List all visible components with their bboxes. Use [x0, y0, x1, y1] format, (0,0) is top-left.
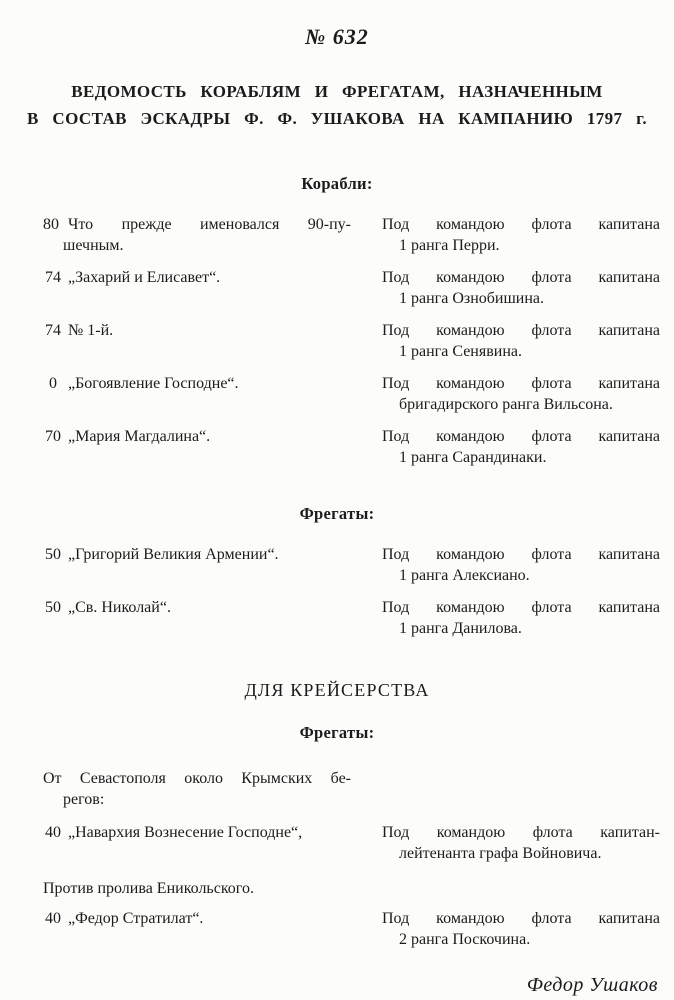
commander-line-2: 1 ранга Ознобишина. — [399, 290, 545, 307]
ship-entry-row — [0, 426, 674, 468]
ship-name-cell — [43, 544, 351, 565]
gun-count: 70 — [45, 428, 61, 445]
gun-count: 74 — [45, 322, 61, 339]
commander-cell — [382, 544, 660, 586]
ship-entry-row — [0, 822, 674, 864]
ship-name-cell — [43, 373, 351, 394]
ship-name: „Навархия Вознесение Господне“, — [68, 824, 303, 841]
commander-line-1: Под командою флота капитана — [382, 428, 660, 445]
ship-name-line — [43, 426, 351, 447]
title-line-2: В СОСТАВ ЭСКАДРЫ Ф. Ф. УШАКОВА НА КАМПАНИЮ 1797 г. — [27, 109, 647, 128]
ships-section-heading: Корабли: — [301, 174, 373, 193]
ship-entry-row — [0, 267, 674, 309]
ship-name-cell — [43, 908, 351, 929]
frigates-section-heading: Фрегаты: — [299, 504, 375, 523]
commander-line-1: Под командою флота капитан- — [382, 824, 660, 841]
ship-entry-row — [0, 373, 674, 415]
ship-name-line — [43, 544, 351, 565]
commander-line-2: 1 ранга Перри. — [399, 237, 500, 254]
ship-name: „Богоявление Господне“. — [68, 375, 239, 392]
commander-cell — [382, 320, 660, 362]
commander-line-2: 1 ранга Сенявина. — [399, 343, 522, 360]
gun-count: 50 — [45, 546, 61, 563]
commander-line-2: 1 ранга Данилова. — [399, 620, 522, 637]
commander-line-1: Под командою флота капитана — [382, 910, 660, 927]
ship-name-line — [43, 908, 351, 929]
location-note-line-2: регов: — [63, 791, 105, 808]
commander-line-1: Под командою флота капитана — [382, 269, 660, 286]
ship-name: № 1-й. — [68, 322, 114, 339]
document-title — [0, 78, 674, 132]
gun-count: 40 — [45, 910, 61, 927]
commander-cell — [382, 267, 660, 309]
ship-name-line — [43, 597, 351, 618]
commander-line-1: Под командою флота капитана — [382, 216, 660, 233]
ship-name-cell — [43, 822, 351, 843]
commander-cell — [382, 373, 660, 415]
ship-entry-row — [0, 597, 674, 639]
commander-cell — [382, 426, 660, 468]
commander-line-2: бригадирского ранга Вильсона. — [399, 396, 613, 413]
location-note — [0, 768, 351, 810]
ship-entry-row — [0, 320, 674, 362]
ship-name-cell — [43, 597, 351, 618]
gun-count: 80 — [43, 216, 59, 233]
commander-cell — [382, 597, 660, 639]
ship-name-line — [43, 214, 351, 235]
ship-entry-row — [0, 544, 674, 586]
location-note-line-1: Против пролива Еникольского. — [43, 880, 254, 897]
ship-name: „Св. Николай“. — [68, 599, 171, 616]
gun-count: 50 — [45, 599, 61, 616]
commander-line-2: 1 ранга Алексиано. — [399, 567, 530, 584]
gun-count: 40 — [45, 824, 61, 841]
commander-cell — [382, 214, 660, 256]
ship-name: „Мария Магдалина“. — [68, 428, 211, 445]
ship-name-line — [43, 320, 351, 341]
signature: Федор Ушаков — [526, 974, 658, 996]
ship-name-line — [43, 822, 351, 843]
ship-name-line — [43, 267, 351, 288]
ship-name: „Федор Стратилат“. — [68, 910, 204, 927]
commander-line-1: Под командою флота капитана — [382, 546, 660, 563]
ship-name: „Григорий Великия Армении“. — [68, 546, 279, 563]
ship-name-line — [43, 373, 351, 394]
commander-line-2: 2 ранга Поскочина. — [399, 931, 531, 948]
commander-line-1: Под командою флота капитана — [382, 322, 660, 339]
ship-name-cell — [43, 214, 351, 256]
ship-name: „Захарий и Елисавет“. — [68, 269, 221, 286]
ship-name-cell — [43, 426, 351, 447]
commander-cell — [382, 908, 660, 950]
location-note — [0, 878, 351, 899]
document-number: № 632 — [305, 24, 369, 49]
ship-entry-row — [0, 214, 674, 256]
ship-name: Что прежде именовался 90-пу- — [68, 216, 351, 233]
cruising-section-heading: ДЛЯ КРЕЙСЕРСТВА — [244, 680, 430, 700]
title-line-1: ВЕДОМОСТЬ КОРАБЛЯМ И ФРЕГАТАМ, НАЗНАЧЕННЫМ — [71, 82, 603, 101]
commander-line-1: Под командою флота капитана — [382, 599, 660, 616]
commander-line-2: 1 ранга Сарандинаки. — [399, 449, 547, 466]
gun-count: 0 — [49, 375, 57, 392]
ship-entry-row — [0, 908, 674, 950]
commander-cell — [382, 822, 660, 864]
commander-line-1: Под командою флота капитана — [382, 375, 660, 392]
gun-count: 74 — [45, 269, 61, 286]
ship-name-continuation: шечным. — [63, 237, 124, 254]
ship-name-cell — [43, 320, 351, 341]
location-note-line-1: От Севастополя около Крымских бе- — [43, 770, 351, 787]
commander-line-2: лейтенанта графа Войновича. — [399, 845, 602, 862]
ship-name-cell — [43, 267, 351, 288]
cruising-frigates-heading: Фрегаты: — [299, 723, 375, 742]
